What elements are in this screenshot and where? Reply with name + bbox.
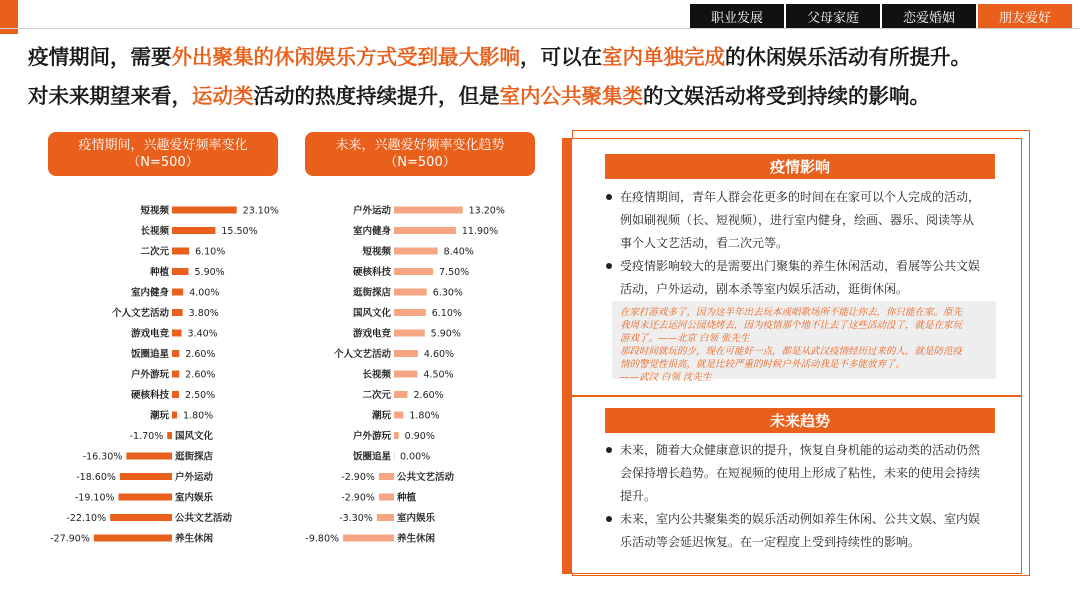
tab-family[interactable]: 父母家庭 [786, 4, 880, 28]
chart-category-label: 户外运动 [175, 472, 214, 483]
chart-row [362, 246, 473, 258]
tab-friends-hobbies[interactable]: 朋友爱好 [978, 4, 1072, 28]
chart-row [341, 471, 454, 483]
pandemic-hobby-change-chart [40, 195, 290, 555]
bullet-item [605, 186, 1005, 255]
headline-text: 对未来期望来看， [28, 84, 192, 108]
chart-row [131, 328, 218, 340]
chart-value-label: 6.10% [431, 308, 462, 319]
chart-category-label: 饭圈追星 [130, 349, 169, 360]
chart-bar [394, 330, 425, 337]
chart-value-label: 15.50% [221, 226, 258, 237]
chart-bar [120, 473, 172, 480]
chart-value-label: 2.60% [185, 349, 216, 360]
chart-row [372, 410, 440, 422]
chart-value-label: -1.70% [129, 431, 164, 442]
bullet-line: 未来，随着大众健康意识的提升，恢复自身机能的运动类的活动仍然 [620, 443, 981, 457]
chart-value-label: 4.50% [423, 369, 454, 381]
future-section-title: 未来趋势 [605, 408, 995, 433]
chart-category-label: 短视频 [140, 205, 169, 217]
chart-row [131, 287, 219, 299]
chart-value-label: -27.90% [50, 533, 90, 545]
chart-value-label: 2.50% [185, 390, 216, 401]
chart-category-label: 个人文艺活动 [333, 349, 391, 360]
chart-value-label: 1.80% [409, 410, 440, 422]
bullet-line: 活动，户外运动，剧本杀等室内娱乐活动，逛街休闲。 [620, 282, 909, 296]
chart-bar [172, 227, 215, 234]
interview-quote-box [612, 301, 996, 383]
headline-highlight: 运动类 [192, 84, 254, 108]
chart-category-label: 种植 [397, 492, 417, 504]
chart-bar [172, 412, 177, 419]
quote-line: ——武汉 白领 沈先生 [620, 372, 712, 383]
headline-text: 疫情期间，需要 [28, 45, 172, 69]
quote-line: 游戏了。——北京 白领 张先生 [620, 333, 750, 344]
chart-category-label: 户外游玩 [352, 431, 391, 442]
chart-category-label: 户外游玩 [130, 369, 169, 381]
chart-bar [167, 432, 172, 439]
chart-bar [172, 371, 179, 378]
chart-bar [394, 391, 408, 398]
chart-bar [394, 248, 438, 255]
bullet-line: 受疫情影响较大的是需要出门聚集的养生休闲活动，看展等公共文娱 [620, 259, 981, 273]
chart-value-label: 2.60% [185, 369, 216, 381]
chart-value-label: 4.00% [189, 287, 220, 299]
chart-row [341, 492, 416, 504]
left-chart-title [48, 132, 278, 176]
chart-row [50, 533, 213, 545]
chart-category-label: 国风文化 [175, 431, 214, 442]
bullet-line: 提升。 [620, 489, 657, 503]
chart-value-label: 11.90% [461, 226, 499, 237]
bullet-line: 在疫情期间，青年人群会花更多的时间在在家可以个人完成的活动， [620, 190, 981, 204]
chart-value-label: -22.10% [66, 513, 107, 524]
chart-category-label: 潮玩 [149, 410, 169, 422]
chart-row [149, 266, 225, 278]
bullet-line: 例如刷视频（长、短视频），进行室内健身，绘画、器乐、阅读等从 [620, 213, 975, 227]
chart-bar [394, 227, 456, 234]
chart-value-label: 2.60% [413, 390, 444, 401]
tab-romance[interactable]: 恋爱婚姻 [882, 4, 976, 28]
chart-value-label: 8.40% [443, 246, 474, 258]
quote-line: 我周末还去运河公园烧烤去，因为疫情那个地不让去了这些活动没了，就是在家玩 [620, 320, 963, 331]
chart-category-label: 养生休闲 [397, 533, 436, 545]
chart-bar [394, 309, 426, 316]
chart-row [353, 287, 463, 299]
chart-value-label: -2.90% [341, 492, 375, 504]
chart-value-label: -3.30% [339, 513, 373, 524]
chart-row [353, 225, 498, 237]
chart-row [130, 389, 215, 401]
chart-value-label: 0.90% [404, 431, 435, 442]
chart-bar [379, 494, 394, 501]
chart-category-label: 饭圈追星 [352, 451, 391, 463]
chart-row [353, 205, 505, 217]
chart-category-label: 逛街探店 [352, 287, 391, 299]
bullet-line: 未来，室内公共聚集类的娱乐活动例如养生休闲、公共文娱、室内娱 [620, 512, 981, 526]
chart-bar [119, 494, 172, 501]
chart-value-label: -9.80% [305, 533, 340, 545]
headline-highlight: 外出聚集的休闲娱乐方式受到最大影响 [171, 45, 520, 69]
right-chart-title [305, 132, 535, 176]
chart-row [140, 246, 225, 258]
tab-career[interactable]: 职业发展 [690, 4, 784, 28]
chart-category-label: 公共文艺活动 [397, 472, 455, 483]
quote-line: 在家打游戏多了，因为这半年出去玩本或唱歌场所不能让你去，你只能在家。原先 [620, 307, 963, 318]
chart-bar [172, 268, 189, 275]
chart-category-label: 室内娱乐 [175, 492, 214, 504]
chart-value-label: 7.50% [439, 267, 470, 278]
card-divider [562, 395, 1022, 397]
headline-line-2 [28, 84, 1068, 109]
chart-bar [394, 432, 399, 439]
bullet-item [605, 439, 1005, 508]
bullet-item [605, 255, 1005, 301]
right-chart-sample-size: （N=500） [384, 155, 456, 170]
chart-row [131, 369, 215, 381]
chart-category-label: 国风文化 [352, 308, 391, 319]
left-chart-sample-size: （N=500） [127, 155, 199, 170]
chart-row [353, 430, 435, 442]
chart-bar [394, 453, 395, 460]
chart-bar [379, 473, 394, 480]
chart-row [353, 328, 461, 340]
chart-row [305, 533, 435, 545]
chart-category-label: 硬核科技 [130, 390, 169, 401]
chart-value-label: 4.60% [423, 349, 455, 360]
chart-category-label: 短视频 [362, 246, 391, 258]
chart-bar [172, 289, 183, 296]
chart-category-label: 公共文艺活动 [175, 513, 233, 524]
right-chart-title-text: 未来，兴趣爱好频率变化趋势 [335, 138, 505, 153]
headline-text: 的休闲娱乐活动有所提升。 [725, 45, 971, 69]
bullet-item [605, 508, 1005, 554]
chart-row [362, 369, 453, 381]
chart-category-label: 逛街探店 [175, 451, 214, 463]
headline-text: 的文娱活动将受到持续的影响。 [643, 84, 930, 108]
chart-row [75, 492, 214, 504]
chart-value-label: 6.30% [432, 287, 463, 299]
chart-value-label: -2.90% [341, 472, 375, 483]
header-divider [0, 28, 1080, 29]
chart-category-label: 长视频 [140, 226, 169, 237]
headline-highlight: 室内单独完成 [602, 45, 725, 69]
impact-bullets [605, 186, 1005, 301]
chart-category-label: 室内健身 [352, 226, 391, 237]
chart-bar [394, 350, 418, 357]
chart-value-label: 3.40% [187, 328, 218, 340]
chart-value-label: 0.00% [400, 451, 431, 463]
chart-category-label: 个人文艺活动 [111, 308, 169, 319]
headline-text: 活动的热度持续提升，但是 [253, 84, 500, 108]
chart-row [66, 512, 232, 524]
headline-text: ，可以在 [520, 45, 602, 69]
chart-bar [394, 412, 403, 419]
headline-highlight: 室内公共聚集类 [499, 84, 643, 108]
chart-value-label: -19.10% [74, 492, 115, 504]
chart-category-label: 潮玩 [371, 410, 391, 422]
chart-category-label: 游戏电竞 [130, 328, 169, 340]
chart-bar [110, 514, 172, 521]
headline-line-1 [28, 45, 1068, 70]
quote-line: 情的警觉性很高，就是比较严重的时候户外活动我是不多能放弃了。 [620, 359, 906, 370]
chart-bar [394, 289, 427, 296]
chart-category-label: 养生休闲 [175, 533, 214, 545]
chart-bar [126, 453, 172, 460]
chart-row [352, 266, 469, 278]
chart-bar [94, 535, 172, 542]
chart-bar [394, 207, 463, 214]
chart-value-label: -16.30% [82, 451, 123, 463]
chart-row [83, 451, 214, 463]
chart-value-label: 5.90% [430, 328, 461, 340]
chart-row [334, 348, 454, 360]
chart-category-label: 游戏电竞 [352, 328, 391, 340]
chart-bar [172, 330, 182, 337]
chart-category-label: 种植 [149, 267, 169, 278]
future-hobby-trend-chart [300, 195, 550, 555]
chart-row [131, 348, 215, 360]
chart-row [353, 451, 430, 463]
chart-row [130, 430, 214, 442]
chart-bar [172, 309, 183, 316]
quote-line: 那段时间就玩的少，现在可能好一点，都是从武汉疫情经历过来的人，就是防范疫 [620, 346, 963, 357]
bullet-line: 乐活动等会延迟恢复。在一定程度上受到持续性的影响。 [620, 535, 921, 549]
chart-row [112, 307, 219, 319]
chart-category-label: 户外运动 [352, 205, 391, 217]
chart-row [140, 225, 257, 237]
chart-row [353, 307, 462, 319]
chart-category-label: 室内健身 [130, 287, 169, 299]
chart-row [339, 512, 435, 524]
chart-category-label: 二次元 [362, 390, 391, 401]
chart-bar [343, 535, 394, 542]
left-chart-title-text: 疫情期间，兴趣爱好频率变化 [78, 138, 248, 153]
chart-bar [172, 391, 179, 398]
chart-row [140, 205, 278, 217]
chart-value-label: 5.90% [194, 267, 225, 278]
chart-row [362, 389, 443, 401]
future-bullets [605, 439, 1005, 554]
chart-bar [394, 268, 433, 275]
bullet-line: 会保持增长趋势。在短视频的使用上形成了粘性，未来的使用会持续 [620, 466, 981, 480]
impact-section-title: 疫情影响 [605, 154, 995, 179]
chart-row [76, 471, 213, 483]
chart-category-label: 长视频 [362, 369, 391, 381]
chart-bar [394, 371, 417, 378]
nav-tabs [690, 4, 1072, 28]
bullet-line: 事个人文艺活动，看二次元等。 [620, 236, 789, 250]
chart-category-label: 硬核科技 [352, 267, 391, 278]
chart-bar [172, 248, 189, 255]
chart-value-label: 6.10% [195, 246, 226, 258]
chart-value-label: 23.10% [242, 205, 279, 217]
chart-category-label: 室内娱乐 [397, 513, 436, 524]
chart-value-label: 3.80% [188, 308, 219, 319]
chart-value-label: -18.60% [76, 472, 116, 483]
chart-bar [172, 350, 179, 357]
chart-value-label: 1.80% [183, 410, 214, 422]
chart-category-label: 二次元 [140, 246, 169, 258]
chart-value-label: 13.20% [468, 205, 505, 217]
chart-bar [377, 514, 394, 521]
chart-bar [172, 207, 237, 214]
chart-row [150, 410, 213, 422]
